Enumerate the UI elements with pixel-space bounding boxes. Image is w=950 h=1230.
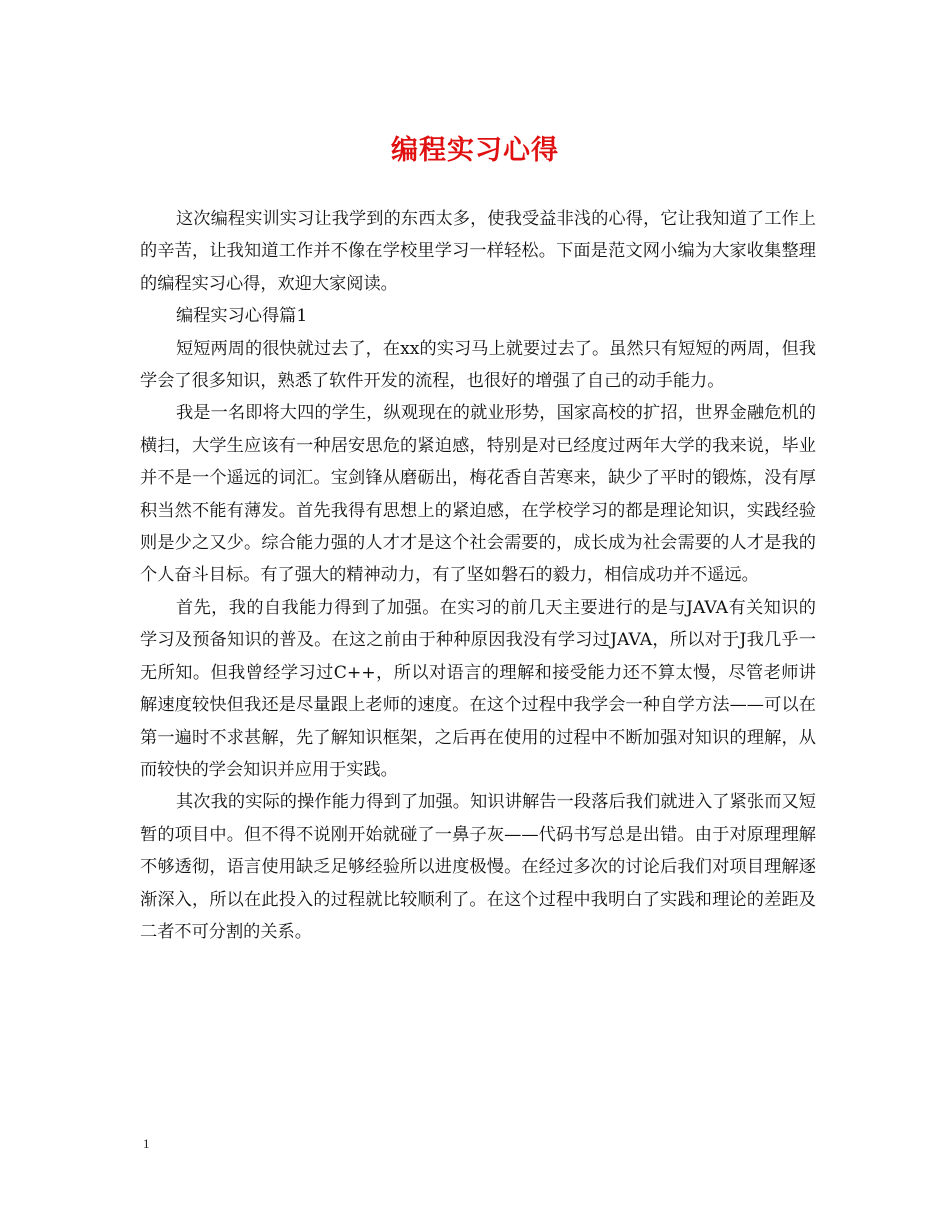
page-number: 1 xyxy=(143,1136,150,1151)
paragraph-intro: 这次编程实训实习让我学到的东西太多，使我受益非浅的心得，它让我知道了工作上的辛苦，让我知道工作并不像在学校里学习一样轻松。下面是范文网小编为大家收集整理的编程实习心得，欢迎大家阅读。 xyxy=(140,209,816,294)
document-body xyxy=(140,203,816,948)
paragraph: 短短两周的很快就过去了，在xx的实习马上就要过去了。虽然只有短短的两周，但我学会了很多知识，熟悉了软件开发的流程，也很好的增强了自己的动手能力。 xyxy=(140,338,816,392)
section-heading: 编程实习心得篇1 xyxy=(176,306,308,327)
paragraph: 首先，我的自我能力得到了加强。在实习的前几天主要进行的是与JAVA有关知识的学习及预备知识的普及。在这之前由于种种原因我没有学习过JAVA，所以对于J我几乎一无所知。但我曾经学习过C++，所以对语言的理解和接受能力还不算太慢，尽管老师讲解速度较快但我还是尽量跟上老师的速度。在这个过程中我学会一种自学方法——可以在第一遍时不求甚解，先了解知识框架，之后再在使用的过程中不断加强对知识的理解，从而较快的学会知识并应用于实践。 xyxy=(140,597,816,780)
paragraph: 其次我的实际的操作能力得到了加强。知识讲解告一段落后我们就进入了紧张而又短暂的项目中。但不得不说刚开始就碰了一鼻子灰——代码书写总是出错。由于对原理理解不够透彻，语言使用缺乏足够经验所以进度极慢。在经过多次的讨论后我们对项目理解逐渐深入，所以在此投入的过程就比较顺利了。在这个过程中我明白了实践和理论的差距及二者不可分割的关系。 xyxy=(140,792,816,942)
document-title: 编程实习心得 xyxy=(391,135,559,166)
paragraph: 我是一名即将大四的学生，纵观现在的就业形势，国家高校的扩招，世界金融危机的横扫，大学生应该有一种居安思危的紧迫感，特别是对已经度过两年大学的我来说，毕业并不是一个遥远的词汇。宝剑锋从磨砺出，梅花香自苦寒来，缺少了平时的锻炼，没有厚积当然不能有薄发。首先我得有思想上的紧迫感，在学校学习的都是理论知识，实践经验则是少之又少。综合能力强的人才才是这个社会需要的，成长成为社会需要的人才是我的个人奋斗目标。有了强大的精神动力，有了坚如磐石的毅力，相信成功并不遥远。 xyxy=(140,403,816,586)
